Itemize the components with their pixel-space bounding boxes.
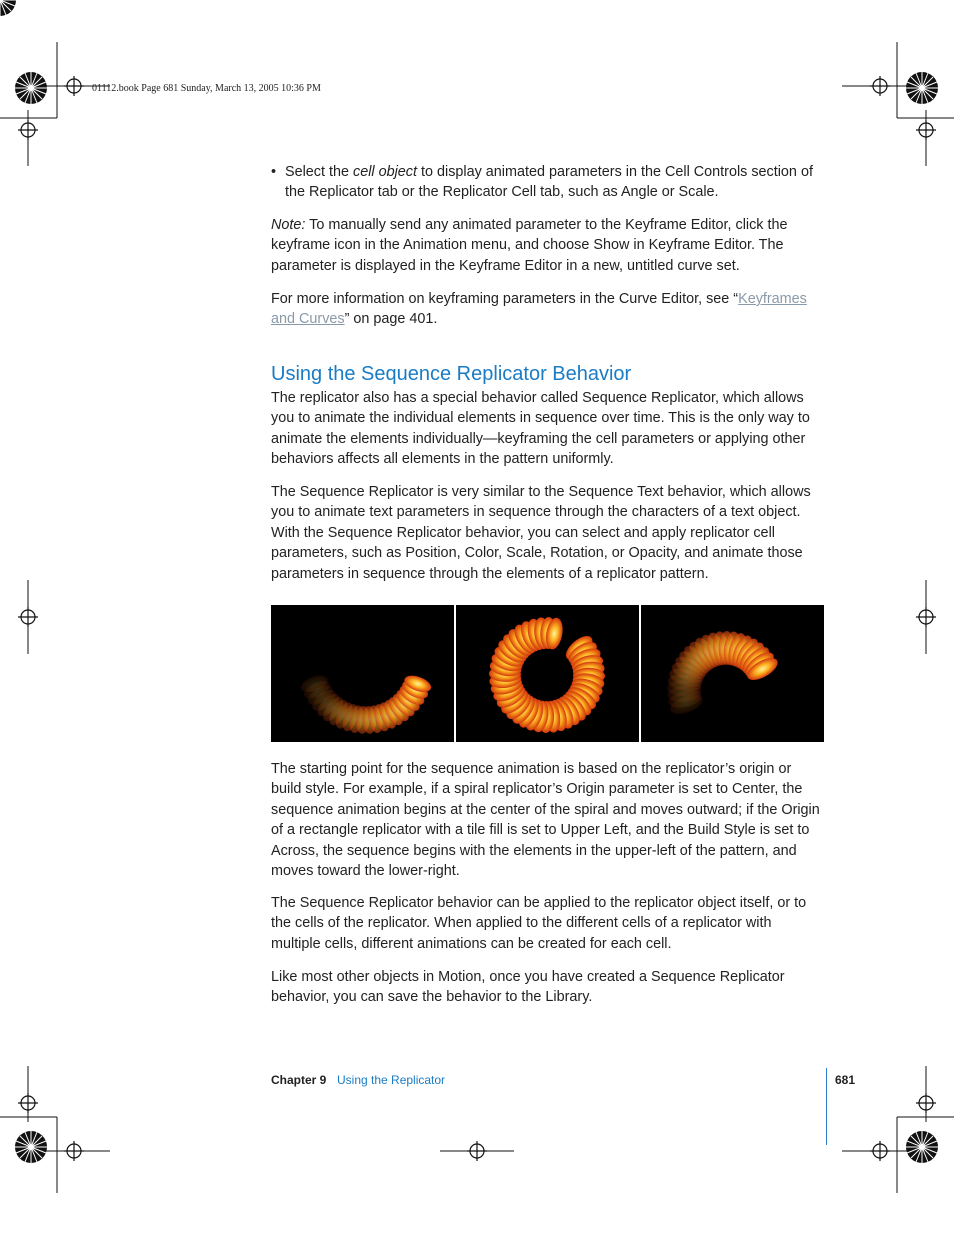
- bullet-text-post: to display animated parameters in the Cell Controls section of the Replicator tab or the Replicator Cell tab, such as Angle or Scale.: [285, 164, 813, 201]
- keyframes-and-curves-link[interactable]: Keyframes and Curves: [271, 291, 807, 328]
- bullet-text-pre: Select the: [285, 164, 353, 180]
- bullet-symbol: •: [271, 164, 277, 180]
- note-text: To manually send any animated parameter to the Keyframe Editor, click the keyframe icon in the Animation menu, and choose Show in Keyframe Editor. The parameter is displayed in the Keyframe Editor in a new, untitled curve set.: [271, 217, 788, 274]
- paragraph-4: The Sequence Replicator behavior can be applied to the replicator object itself, or to the cells of the replicator. When applied to the different cells of a replicator with multiple cells, different animations can be created for each cell.: [271, 895, 807, 952]
- bullet-item: [271, 162, 823, 203]
- paragraph-5: Like most other objects in Motion, once you have created a Sequence Replicator behavior, you can save the behavior to the Library.: [271, 969, 785, 1006]
- print-slug-line: 01112.book Page 681 Sunday, March 13, 2005 10:36 PM: [92, 83, 321, 94]
- footer-rule: [826, 1068, 827, 1145]
- footer-chapter-title: Using the Replicator: [337, 1073, 446, 1087]
- replicator-frame-3: [641, 605, 824, 742]
- more-info-paragraph: [271, 289, 823, 330]
- section-heading: Using the Sequence Replicator Behavior: [271, 363, 632, 385]
- more-info-pre: For more information on keyframing parameters in the Curve Editor, see “: [271, 291, 739, 307]
- footer-chapter-label: Chapter 9: [271, 1073, 327, 1087]
- footer-page-number: 681: [835, 1073, 856, 1087]
- paragraph-1: The replicator also has a special behavior called Sequence Replicator, which allows you to animate the individual elements in sequence over time. This is the only way to animate the elements individually—keyframing the cell parameters or applying other behaviors affects all elements in the pattern uniformly.: [271, 390, 810, 468]
- more-info-post: ” on page 401.: [344, 311, 438, 328]
- note-paragraph: [271, 215, 823, 276]
- paragraph-2: The Sequence Replicator is very similar to the Sequence Text behavior, which allows you to animate text parameters in sequence through the characters of a text object. With the Sequence Replicator behavior, you can select and apply replicator cell parameters, such as Position, Color, Scale, Rotation, or Opacity, and animate those parameters in sequence through the elements of a replicator pattern.: [271, 484, 811, 582]
- note-label: Note:: [271, 217, 306, 233]
- sequence-replicator-figure: [271, 605, 824, 742]
- bullet-text-em: cell object: [353, 164, 417, 180]
- paragraph-3: The starting point for the sequence animation is based on the replicator’s origin or build style. For example, if a spiral replicator’s Origin parameter is set to Center, the sequence animation begins at the center of the spiral and moves outward; if the Origin of a rectangle replicator with a tile fill is set to Upper Left, and the Build Style is set to Across, the sequence begins with the elements in the upper-left of the pattern, and moves toward the lower-right.: [271, 761, 820, 880]
